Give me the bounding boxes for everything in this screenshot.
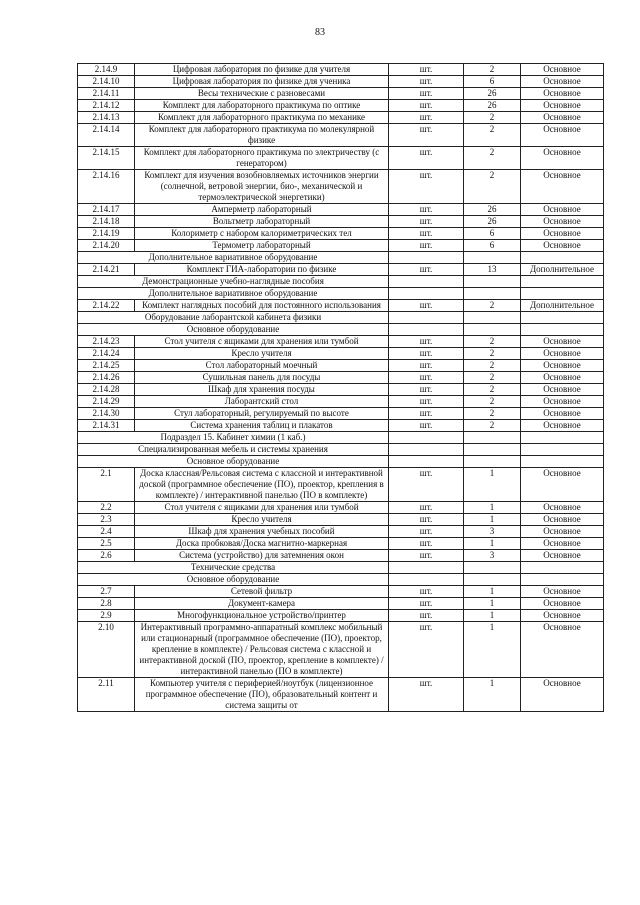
item-type: Основное [521,538,604,550]
empty-type-cell [521,562,604,574]
empty-qty-cell [464,252,521,264]
item-number: 2.14.22 [78,300,135,312]
item-quantity: 1 [464,538,521,550]
table-row [78,550,604,562]
item-name: Шкаф для хранения посуды [135,384,389,396]
item-quantity: 1 [464,678,521,712]
item-unit: шт. [389,396,464,408]
section-title: Основное оборудование [78,456,389,468]
item-unit: шт. [389,678,464,712]
item-number: 2.10 [78,622,135,678]
empty-unit-cell [389,432,464,444]
equipment-table [77,63,604,712]
table-row [78,678,604,712]
table-row [78,384,604,396]
empty-type-cell [521,276,604,288]
item-type: Основное [521,76,604,88]
table-row [78,216,604,228]
item-name: Цифровая лаборатория по физике для ученика [135,76,389,88]
empty-qty-cell [464,574,521,586]
empty-qty-cell [464,324,521,336]
item-quantity: 1 [464,514,521,526]
item-type: Основное [521,384,604,396]
empty-type-cell [521,432,604,444]
item-unit: шт. [389,610,464,622]
item-number: 2.2 [78,502,135,514]
empty-qty-cell [464,312,521,324]
item-unit: шт. [389,502,464,514]
section-title: Подраздел 15. Кабинет химии (1 каб.) [78,432,389,444]
item-type: Основное [521,526,604,538]
table-row [78,124,604,147]
item-number: 2.3 [78,514,135,526]
item-type: Основное [521,468,604,502]
item-name: Комплект для лабораторного практикума по молекулярной физике [135,124,389,147]
item-type: Основное [521,408,604,420]
item-name: Стол лабораторный моечный [135,360,389,372]
item-quantity: 2 [464,420,521,432]
empty-unit-cell [389,444,464,456]
empty-unit-cell [389,456,464,468]
item-name: Интерактивный программно-аппаратный комплекс мобильный или стационарный (программное обеспечение (ПО), проектор, крепление в комплекте) / Рельсовая система с классной и интерактивной доской (ПО, проектор, крепление в комплекте) / интерактивной панелью (ПО в комплекте) [135,622,389,678]
table-row [78,586,604,598]
table-row [78,336,604,348]
item-number: 2.14.13 [78,112,135,124]
empty-type-cell [521,324,604,336]
table-row [78,408,604,420]
item-number: 2.14.11 [78,88,135,100]
item-quantity: 2 [464,408,521,420]
section-title: Дополнительное вариативное оборудование [78,252,389,264]
table-row [78,514,604,526]
item-number: 2.5 [78,538,135,550]
item-name: Комплект для лабораторного практикума по оптике [135,100,389,112]
item-name: Цифровая лаборатория по физике для учителя [135,64,389,76]
item-quantity: 2 [464,112,521,124]
section-row [78,312,604,324]
item-number: 2.14.23 [78,336,135,348]
item-type: Основное [521,678,604,712]
item-number: 2.1 [78,468,135,502]
item-name: Документ-камера [135,598,389,610]
item-quantity: 2 [464,348,521,360]
item-quantity: 1 [464,598,521,610]
item-number: 2.14.19 [78,228,135,240]
item-type: Основное [521,216,604,228]
item-number: 2.14.18 [78,216,135,228]
item-number: 2.8 [78,598,135,610]
section-row [78,574,604,586]
table-row [78,622,604,678]
item-unit: шт. [389,300,464,312]
item-type: Основное [521,550,604,562]
section-title: Основное оборудование [78,324,389,336]
item-unit: шт. [389,384,464,396]
empty-unit-cell [389,252,464,264]
item-unit: шт. [389,76,464,88]
item-quantity: 1 [464,610,521,622]
table-row [78,468,604,502]
item-type: Основное [521,100,604,112]
equipment-table-body [78,64,604,712]
empty-unit-cell [389,312,464,324]
item-unit: шт. [389,360,464,372]
section-row [78,444,604,456]
page-number: 83 [315,27,325,38]
item-quantity: 26 [464,100,521,112]
section-title: Дополнительное вариативное оборудование [78,288,389,300]
item-name: Весы технические с разновесами [135,88,389,100]
item-number: 2.14.24 [78,348,135,360]
item-quantity: 6 [464,240,521,252]
item-unit: шт. [389,408,464,420]
item-unit: шт. [389,240,464,252]
item-number: 2.14.12 [78,100,135,112]
item-number: 2.14.31 [78,420,135,432]
item-type: Дополнительное [521,264,604,276]
item-type: Основное [521,348,604,360]
item-unit: шт. [389,170,464,204]
item-quantity: 2 [464,384,521,396]
item-type: Основное [521,228,604,240]
item-quantity: 26 [464,88,521,100]
item-type: Основное [521,360,604,372]
section-title: Демонстрационные учебно-наглядные пособия [78,276,389,288]
table-row [78,372,604,384]
item-type: Основное [521,622,604,678]
section-row [78,276,604,288]
section-title: Технические средства [78,562,389,574]
empty-type-cell [521,312,604,324]
item-number: 2.14.9 [78,64,135,76]
item-number: 2.14.14 [78,124,135,147]
item-type: Основное [521,502,604,514]
item-quantity: 2 [464,372,521,384]
item-unit: шт. [389,514,464,526]
item-name: Компьютер учителя с периферией/ноутбук (лицензионное программное обеспечение (ПО), образовательный контент и система защиты от [135,678,389,712]
empty-unit-cell [389,276,464,288]
item-unit: шт. [389,228,464,240]
item-name: Стол учителя с ящиками для хранения или тумбой [135,502,389,514]
empty-unit-cell [389,562,464,574]
item-type: Основное [521,598,604,610]
item-quantity: 1 [464,468,521,502]
section-row [78,324,604,336]
item-unit: шт. [389,64,464,76]
item-quantity: 6 [464,76,521,88]
item-quantity: 13 [464,264,521,276]
item-unit: шт. [389,526,464,538]
item-number: 2.14.10 [78,76,135,88]
empty-type-cell [521,252,604,264]
item-number: 2.14.29 [78,396,135,408]
empty-qty-cell [464,276,521,288]
table-row [78,64,604,76]
item-number: 2.14.15 [78,147,135,170]
table-row [78,228,604,240]
item-name: Стол учителя с ящиками для хранения или тумбой [135,336,389,348]
item-quantity: 2 [464,396,521,408]
item-unit: шт. [389,598,464,610]
table-row [78,300,604,312]
table-row [78,538,604,550]
item-unit: шт. [389,622,464,678]
item-number: 2.14.30 [78,408,135,420]
empty-unit-cell [389,288,464,300]
item-unit: шт. [389,336,464,348]
item-number: 2.14.20 [78,240,135,252]
item-type: Основное [521,204,604,216]
item-quantity: 2 [464,64,521,76]
item-unit: шт. [389,586,464,598]
empty-qty-cell [464,432,521,444]
item-quantity: 3 [464,550,521,562]
item-name: Многофункциональное устройство/принтер [135,610,389,622]
item-number: 2.14.16 [78,170,135,204]
item-name: Амперметр лабораторный [135,204,389,216]
item-type: Основное [521,372,604,384]
item-unit: шт. [389,88,464,100]
table-row [78,348,604,360]
table-row [78,112,604,124]
item-quantity: 26 [464,204,521,216]
table-row [78,396,604,408]
table-row [78,598,604,610]
empty-unit-cell [389,324,464,336]
item-name: Кресло учителя [135,348,389,360]
section-title: Оборудование лаборантской кабинета физики [78,312,389,324]
item-unit: шт. [389,124,464,147]
item-unit: шт. [389,468,464,502]
item-number: 2.14.17 [78,204,135,216]
section-row [78,432,604,444]
item-number: 2.14.25 [78,360,135,372]
item-number: 2.4 [78,526,135,538]
item-number: 2.6 [78,550,135,562]
table-row [78,100,604,112]
item-unit: шт. [389,420,464,432]
empty-qty-cell [464,562,521,574]
table-row [78,420,604,432]
item-number: 2.9 [78,610,135,622]
item-quantity: 6 [464,228,521,240]
empty-type-cell [521,456,604,468]
table-row [78,204,604,216]
item-unit: шт. [389,147,464,170]
section-row [78,252,604,264]
item-unit: шт. [389,100,464,112]
empty-type-cell [521,574,604,586]
item-type: Основное [521,514,604,526]
table-row [78,76,604,88]
item-name: Комплект для лабораторного практикума по электричеству (с генератором) [135,147,389,170]
section-title: Специализированная мебель и системы хранения [78,444,389,456]
item-name: Комплект для лабораторного практикума по механике [135,112,389,124]
item-type: Основное [521,170,604,204]
item-name: Система (устройство) для затемнения окон [135,550,389,562]
item-number: 2.7 [78,586,135,598]
item-name: Доска пробковая/Доска магнитно-маркерная [135,538,389,550]
item-type: Основное [521,240,604,252]
item-quantity: 3 [464,526,521,538]
item-name: Комплект ГИА-лаборатории по физике [135,264,389,276]
item-type: Основное [521,112,604,124]
item-number: 2.14.26 [78,372,135,384]
table-row [78,360,604,372]
item-name: Кресло учителя [135,514,389,526]
item-quantity: 2 [464,300,521,312]
item-unit: шт. [389,538,464,550]
item-quantity: 1 [464,622,521,678]
item-number: 2.14.21 [78,264,135,276]
empty-type-cell [521,288,604,300]
empty-type-cell [521,444,604,456]
item-name: Комплект наглядных пособий для постоянного использования [135,300,389,312]
item-unit: шт. [389,264,464,276]
item-number: 2.14.28 [78,384,135,396]
item-type: Дополнительное [521,300,604,312]
item-type: Основное [521,420,604,432]
section-row [78,562,604,574]
item-quantity: 26 [464,216,521,228]
section-title: Основное оборудование [78,574,389,586]
item-unit: шт. [389,348,464,360]
table-row [78,240,604,252]
item-name: Вольтметр лабораторный [135,216,389,228]
item-type: Основное [521,124,604,147]
item-name: Шкаф для хранения учебных пособий [135,526,389,538]
item-quantity: 2 [464,124,521,147]
item-unit: шт. [389,372,464,384]
item-quantity: 2 [464,147,521,170]
item-quantity: 1 [464,502,521,514]
item-unit: шт. [389,216,464,228]
item-unit: шт. [389,204,464,216]
item-quantity: 1 [464,586,521,598]
item-name: Система хранения таблиц и плакатов [135,420,389,432]
item-quantity: 2 [464,170,521,204]
empty-qty-cell [464,456,521,468]
table-row [78,170,604,204]
item-name: Лаборантский стол [135,396,389,408]
table-row [78,610,604,622]
item-type: Основное [521,586,604,598]
item-name: Сушильная панель для посуды [135,372,389,384]
item-name: Сетевой фильтр [135,586,389,598]
item-type: Основное [521,336,604,348]
item-name: Стул лабораторный, регулируемый по высоте [135,408,389,420]
item-number: 2.11 [78,678,135,712]
item-unit: шт. [389,112,464,124]
table-row [78,88,604,100]
empty-qty-cell [464,288,521,300]
item-name: Термометр лабораторный [135,240,389,252]
table-row [78,502,604,514]
item-quantity: 2 [464,360,521,372]
item-name: Колориметр с набором калориметрических тел [135,228,389,240]
item-name: Доска классная/Рельсовая система с классной и интерактивной доской (программное обеспечение (ПО), проектор, крепления в комплекте) / интерактивной панелью (ПО в комплекте) [135,468,389,502]
empty-qty-cell [464,444,521,456]
item-name: Комплект для изучения возобновляемых источников энергии (солнечной, ветровой энергии, био-, механической и термоэлектрической энергетики) [135,170,389,204]
item-type: Основное [521,147,604,170]
item-unit: шт. [389,550,464,562]
item-type: Основное [521,88,604,100]
item-quantity: 2 [464,336,521,348]
table-row [78,147,604,170]
table-row [78,264,604,276]
item-type: Основное [521,610,604,622]
item-type: Основное [521,64,604,76]
item-type: Основное [521,396,604,408]
section-row [78,288,604,300]
empty-unit-cell [389,574,464,586]
section-row [78,456,604,468]
table-row [78,526,604,538]
